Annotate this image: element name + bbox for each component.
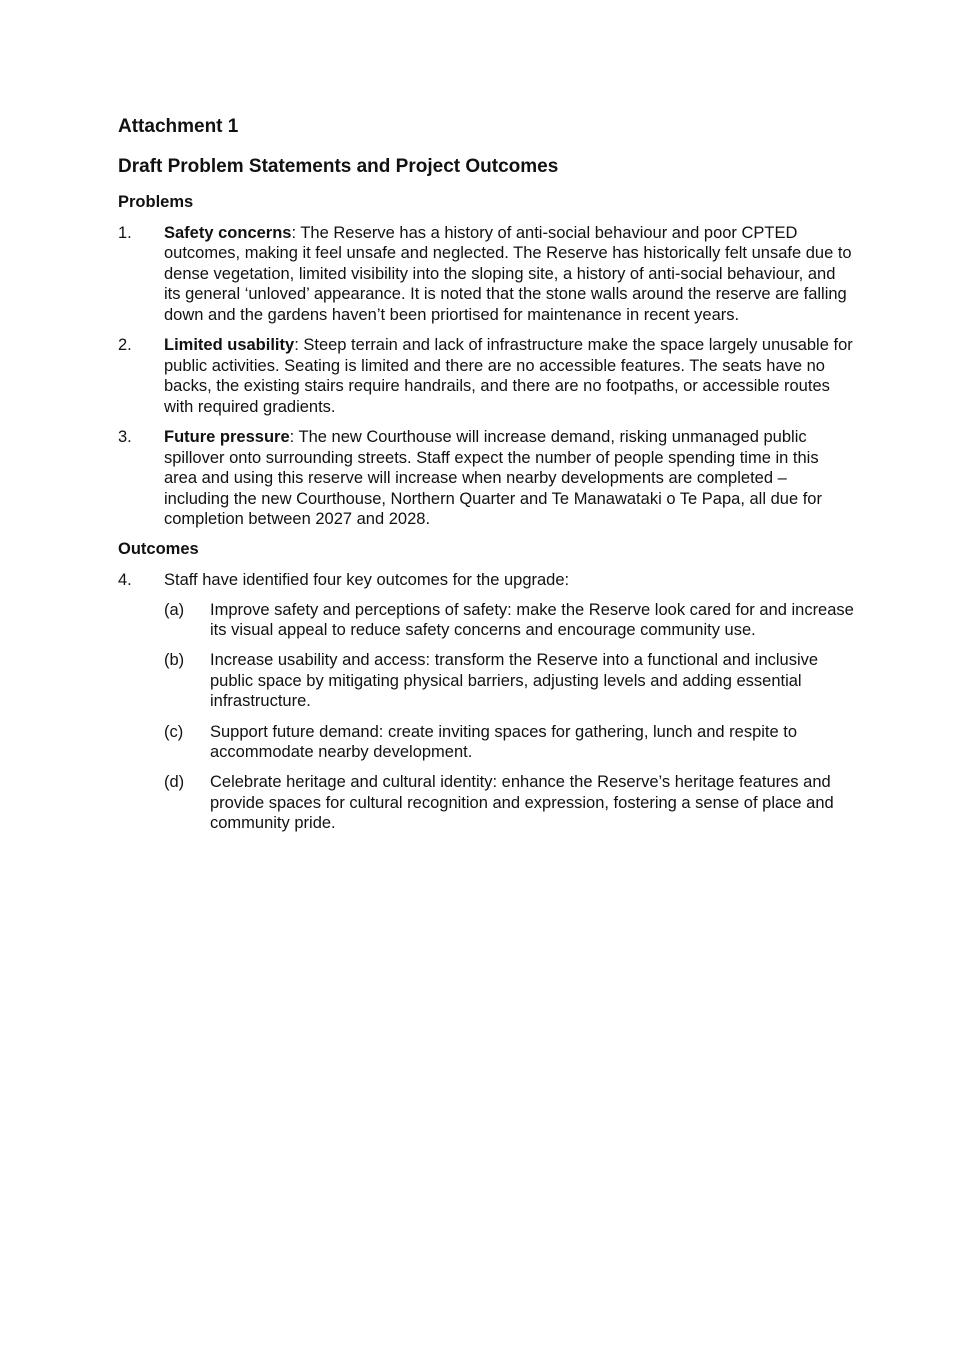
- outcome-letter: (a): [164, 600, 185, 619]
- outcomes-intro-text: Staff have identified four key outcomes for the upgrade:: [164, 571, 570, 589]
- outcomes-heading: Outcomes: [118, 540, 199, 559]
- problem-text: : Steep terrain and lack of infrastructure make the space largely unusable for public activities. Seating is limited and there are no accessible features. The seats have no backs, the existing stairs require handrails, and there are no footpaths, or accessible routes with required gradients.: [164, 336, 853, 416]
- outcome-letter: (d): [164, 773, 185, 792]
- problem-item: [118, 223, 854, 326]
- outcome-letter: (b): [164, 651, 185, 670]
- problem-number: 1.: [118, 223, 132, 242]
- document-title: Draft Problem Statements and Project Outcomes: [118, 156, 559, 177]
- problem-number: 3.: [118, 427, 132, 446]
- problem-label: Limited usability: [164, 336, 295, 355]
- outcome-item: [164, 650, 854, 712]
- outcome-letter: (c): [164, 722, 184, 741]
- outcome-item: [164, 600, 854, 641]
- problems-list: [118, 223, 854, 530]
- outcomes-list: [118, 570, 854, 834]
- outcome-item: [164, 722, 854, 763]
- problem-number: 2.: [118, 336, 132, 355]
- outcome-text: Improve safety and perceptions of safety: make the Reserve look cared for and increase its visual appeal to reduce safety concerns and encourage community use.: [210, 600, 854, 640]
- problem-text: : The new Courthouse will increase demand, risking unmanaged public spillover onto surrounding streets. Staff expect the number of people spending time in this area and using this reserve will increase when nearby developments are completed – including the new Courthouse, Northern Quarter and Te Manawataki o Te Papa, all due for completion between 2027 and 2028.: [164, 427, 822, 529]
- problem-body: [164, 335, 854, 417]
- document-page: [118, 112, 854, 844]
- outcomes-intro-item: [118, 570, 854, 834]
- outcomes-sublist: [164, 600, 854, 834]
- outcome-text: Increase usability and access: transform the Reserve into a functional and inclusive public space by mitigating physical barriers, adjusting levels and adding essential infrastructure.: [210, 651, 819, 711]
- attachment-title: Attachment 1: [118, 116, 239, 137]
- outcome-item: [164, 772, 854, 834]
- problems-heading: Problems: [118, 193, 194, 211]
- outcomes-intro-number: 4.: [118, 571, 132, 589]
- outcome-text: Support future demand: create inviting spaces for gathering, lunch and respite to accommodate nearby development.: [210, 722, 798, 762]
- problem-label: Safety concerns: [164, 223, 292, 242]
- problem-label: Future pressure: [164, 427, 290, 446]
- problem-body: [164, 427, 854, 530]
- problem-text: : The Reserve has a history of anti-social behaviour and poor CPTED outcomes, making it feel unsafe and neglected. The Reserve has historically felt unsafe due to dense vegetation, limited visibility into the sloping site, a history of anti-social behaviour, and its general ‘unloved’ appearance. It is noted that the stone walls around the reserve are falling down and the gardens haven’t been priortised for maintenance in recent years.: [164, 223, 852, 324]
- problem-body: [164, 223, 854, 326]
- outcome-text: Celebrate heritage and cultural identity: enhance the Reserve’s heritage features and provide spaces for cultural recognition and expression, fostering a sense of place and community pride.: [210, 773, 834, 833]
- problem-item: [118, 427, 854, 530]
- problem-item: [118, 335, 854, 417]
